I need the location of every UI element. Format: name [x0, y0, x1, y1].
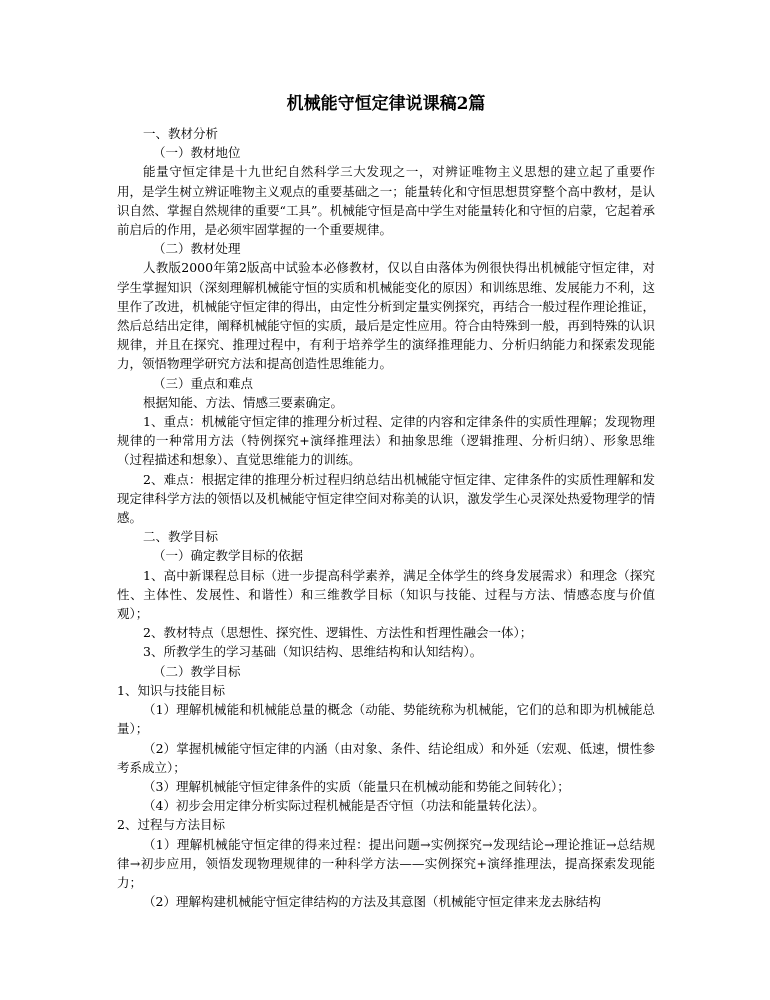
- paragraph: （二）教材处理: [153, 241, 241, 257]
- paragraph: 1、重点：机械能守恒定律的推理分析过程、定律的内容和定律条件的实质性理解；发现物理规律的一种常用方法（特例探究+演绎推理法）和抽象思维（逻辑推理、分析归纳）、形象思维（过程描述和想象）、直觉思维能力的训练。: [117, 414, 655, 468]
- paragraph: 人教版2000年第2版高中试验本必修教材，仅以自由落体为例很快得出机械能守恒定律，对学生掌握知识（深刻理解机械能守恒的实质和机械能变化的原因）和训练思维、发展能力不利，这里作了改进，机械能守恒定律的得出，由定性分析到定量实例探究，再结合一般过程作理论推证，然后总结出定律，阐释机械能守恒的实质，最后是定性应用。符合由特殊到一般，再到特殊的认识规律，并且在探究、推理过程中，有利于培养学生的演绎推理能力、分析归纳能力和探索发现能力，领悟物理学研究方法和提高创造性思维能力。: [117, 260, 655, 372]
- paragraph: 能量守恒定律是十九世纪自然科学三大发现之一，对辨证唯物主义思想的建立起了重要作用，是学生树立辨证唯物主义观点的重要基础之一；能量转化和守恒思想贯穿整个高中教材，是认识自然、掌握自然规律的重要“工具”。机械能守恒是高中学生对能量转化和守恒的启蒙，它起着承前启后的作用，是必须牢固掌握的一个重要规律。: [117, 164, 655, 238]
- paragraph: 根据知能、方法、情感三要素确定。: [143, 394, 344, 410]
- paragraph: 一、教材分析: [143, 126, 219, 141]
- paragraph: （4）初步会用定律分析实际过程机械能是否守恒（功法和能量转化法）。: [143, 798, 545, 814]
- paragraph: （1）理解机械能守恒定律的得来过程：提出问题→实例探究→发现结论→理论推证→总结规律→初步应用，领悟发现物理规律的一种科学方法——实例探究+演绎推理法，提高探索发现能力；: [117, 836, 655, 890]
- document-body: [117, 124, 655, 911]
- paragraph: （一）教材地位: [153, 145, 241, 161]
- paragraph: （三）重点和难点: [153, 375, 254, 391]
- paragraph: 2、难点：根据定律的推理分析过程归纳总结出机械能守恒定律、定律条件的实质性理解和发现定律科学方法的领悟以及机械能守恒定律空间对称美的认识，激发学生心灵深处热爱物理学的情感。: [117, 471, 655, 526]
- paragraph: （3）理解机械能守恒定律条件的实质（能量只在机械动能和势能之间转化）；: [143, 778, 570, 794]
- paragraph: （二）教学目标: [153, 663, 241, 679]
- paragraph: （2）掌握机械能守恒定律的内涵（由对象、条件、结论组成）和外延（宏观、低速，惯性参考系成立）；: [117, 740, 655, 775]
- paragraph: 二、教学目标: [143, 529, 219, 545]
- document-page: [117, 92, 655, 911]
- paragraph: （1）理解机械能和机械能总量的概念（动能、势能统称为机械能，它们的总和即为机械能总量）；: [117, 702, 655, 737]
- paragraph: 2、教材特点（思想性、探究性、逻辑性、方法性和哲理性融会一体）；: [143, 625, 533, 641]
- paragraph: 1、高中新课程总目标（进一步提高科学素养，满足全体学生的终身发展需求）和理念（探究性、主体性、发展性、和谐性）和三维教学目标（知识与技能、过程与方法、情感态度与价值观）；: [117, 567, 655, 622]
- paragraph: 3、所教学生的学习基础（知识结构、思维结构和认知结构）。: [143, 644, 483, 660]
- paragraph: 1、知识与技能目标: [117, 682, 225, 698]
- paragraph: （一）确定教学目标的依据: [153, 548, 304, 564]
- paragraph: 2、过程与方法目标: [117, 817, 225, 833]
- document-title: 机械能守恒定律说课稿2篇: [286, 94, 486, 114]
- paragraph: （2）理解构建机械能守恒定律结构的方法及其意图（机械能守恒定律来龙去脉结构: [143, 894, 601, 910]
